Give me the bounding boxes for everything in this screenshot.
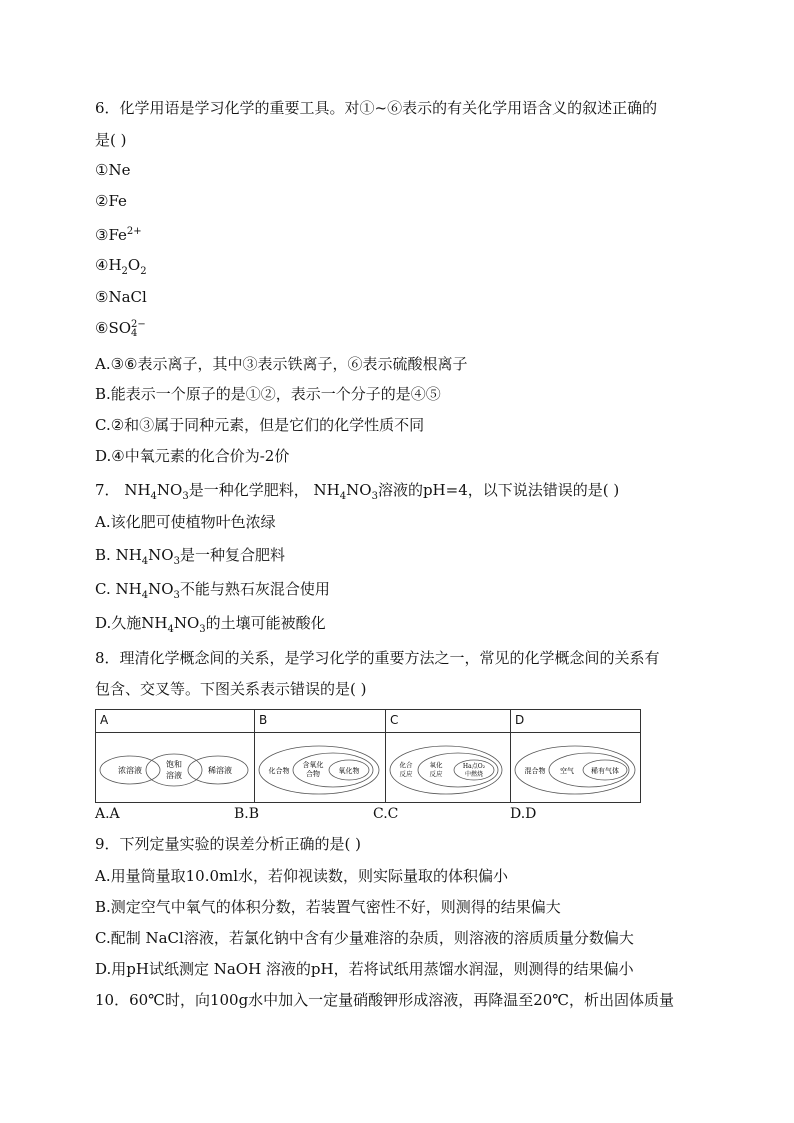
- q6-item-6: ⑥SO 2− 4: [95, 319, 146, 339]
- q8-d-text-2: 空气: [560, 767, 574, 775]
- q9-stem: 9．下列定量实验的误差分析正确的是( ): [95, 835, 362, 853]
- q8-diagram-c: [386, 733, 510, 801]
- q8-b-text-1: 化合物: [268, 767, 290, 775]
- q8-b-text-2a: 含氧化: [302, 761, 324, 769]
- q8-answer-b: B.B: [234, 806, 260, 822]
- q8-c-text-2a: 氧化: [429, 761, 443, 769]
- q7-stem: 7． $NH_4NO_3$是一种化学肥料， $NH_4NO_3$溶液的pH=4，以下说法错误的是( ): [95, 481, 620, 502]
- q8-answer-c: C.C: [373, 806, 399, 822]
- q9-option-d: D.用pH试纸测定 NaOH 溶液的pH，若将试纸用蒸馏水润湿，则测得的结果偏小: [95, 960, 634, 978]
- q7-option-d: D.久施$NH_4NO_3$的土壤可能被酸化: [95, 614, 326, 635]
- q6-option-c: C.②和③属于同种元素，但是它们的化学性质不同: [95, 416, 425, 434]
- q8-a-text-1: 浓溶液: [118, 766, 142, 775]
- q6-option-d: D.④中氧元素的化合价为-2价: [95, 447, 290, 465]
- q8-answer-a: A.A: [95, 806, 120, 822]
- q8-a-text-3: 稀溶液: [208, 766, 232, 775]
- q8-cell-c-label: C: [390, 713, 399, 727]
- q8-diagram-a: [96, 733, 254, 801]
- q8-b-text-2b: 合物: [306, 770, 320, 778]
- q6-item-1: ①Ne: [95, 161, 131, 179]
- q8-cell-b-label: B: [259, 713, 268, 727]
- q7-option-a: A.该化肥可使植物叶色浓绿: [95, 513, 276, 531]
- q8-a-text-2a: 饱和: [166, 760, 182, 769]
- q8-b-text-3: 氧化物: [338, 767, 360, 775]
- q8-d-text-3: 稀有气体: [591, 767, 619, 775]
- q8-stem-line1: 8．理清化学概念间的关系，是学习化学的重要方法之一，常见的化学概念间的关系有: [95, 649, 660, 667]
- q8-c-text-2b: 反应: [429, 770, 443, 778]
- q8-c-text-1b: 反应: [399, 770, 413, 778]
- q8-diagram-b: [255, 733, 385, 801]
- q8-cell-a-label: A: [100, 713, 109, 727]
- q9-option-b: B.测定空气中氧气的体积分数，若装置气密性不好，则测得的结果偏大: [95, 898, 561, 916]
- q8-diagram-d: [511, 733, 639, 801]
- q8-cell-a: [96, 710, 255, 802]
- q8-c-text-3b: 中燃烧: [464, 771, 484, 778]
- q6-option-b: B.能表示一个原子的是①②，表示一个分子的是④⑤: [95, 385, 441, 403]
- q6-item-2: ②Fe: [95, 192, 127, 210]
- q6-stem-line1: 6．化学用语是学习化学的重要工具。对①~⑥表示的有关化学用语含义的叙述正确的: [95, 99, 658, 117]
- q8-cell-d-label: D: [515, 713, 525, 727]
- q9-option-c: C.配制 NaCl溶液，若氯化钠中含有少量难溶的杂质，则溶液的溶质质量分数偏大: [95, 929, 634, 947]
- q8-d-text-1: 混合物: [524, 767, 546, 775]
- q8-diagram-table: [95, 709, 641, 803]
- q6-item-3: $③Fe^{2+}$: [95, 226, 142, 244]
- q6-stem-line2: 是( ): [95, 131, 127, 149]
- q6-option-a: A.③⑥表示离子，其中③表示铁离子，⑥表示硫酸根离子: [95, 355, 468, 373]
- q6-item-4: $④H_2O_2$: [95, 256, 147, 277]
- q8-cell-d: [511, 710, 640, 802]
- q8-a-text-2b: 溶液: [166, 771, 182, 780]
- q8-c-text-3a: Ha点O₂: [462, 763, 486, 770]
- q8-cell-b: [255, 710, 386, 802]
- q8-cell-c: [386, 710, 511, 802]
- q6-item-5: ⑤NaCl: [95, 288, 147, 306]
- q8-c-text-1a: 化合: [399, 761, 413, 769]
- q8-answer-d: D.D: [510, 806, 537, 822]
- q7-option-b: B. $NH_4NO_3$是一种复合肥料: [95, 546, 285, 567]
- q10-stem: 10．60℃时，向100g水中加入一定量硝酸钾形成溶液，再降温至20℃，析出固体质量: [95, 991, 675, 1009]
- q9-option-a: A.用量筒量取10.0ml水，若仰视读数，则实际量取的体积偏小: [95, 867, 509, 885]
- q7-option-c: C. $NH_4NO_3$不能与熟石灰混合使用: [95, 580, 330, 601]
- q8-stem-line2: 包含、交叉等。下图关系表示错误的是( ): [95, 680, 367, 698]
